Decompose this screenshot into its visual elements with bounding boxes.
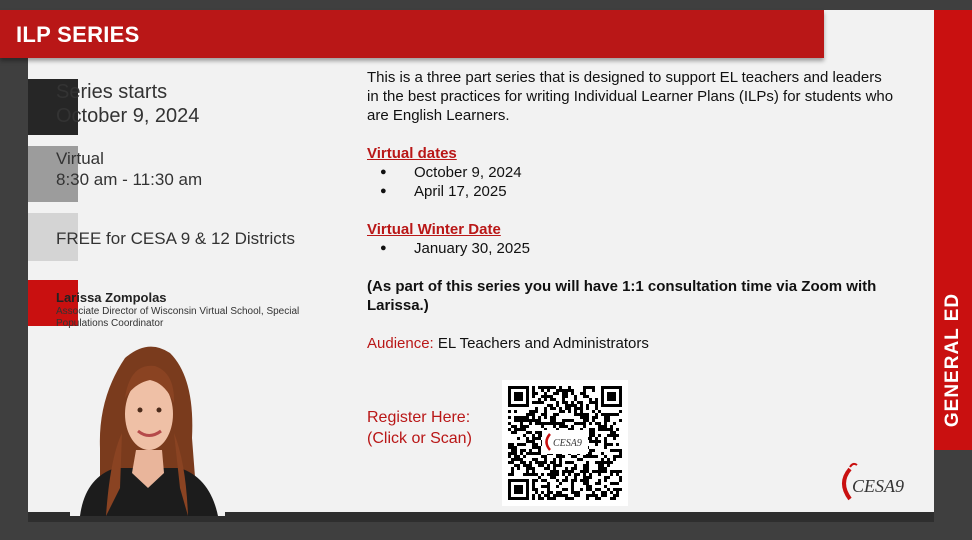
virtual-label: Virtual — [56, 149, 104, 168]
intro-text: This is a three part series that is designed to support EL teachers and leaders in the best practices for writing Individual Learner Plans (ILPs) for students who are English Learners. — [367, 69, 894, 124]
virtual-dates-heading: Virtual dates — [367, 145, 457, 162]
speaker-photo — [70, 338, 225, 516]
audience-line — [367, 334, 897, 353]
registration-qr-code[interactable] — [502, 380, 628, 506]
register-link[interactable] — [367, 407, 472, 449]
page-title: ILP SERIES — [16, 22, 140, 47]
vertical-banner — [934, 10, 972, 450]
audience-value: EL Teachers and Administrators — [437, 335, 649, 352]
virtual-info — [56, 148, 202, 190]
consultation-note: (As part of this series you will have 1:1 consultation time via Zoom with Larissa.) — [367, 278, 877, 314]
series-start-label: Series starts — [56, 81, 168, 103]
vertical-banner-label: GENERAL ED — [942, 292, 963, 428]
cesa9-logo — [836, 461, 920, 509]
virtual-date-item: ● April 17, 2025 — [367, 182, 897, 201]
description-panel — [367, 68, 897, 353]
virtual-date-item: ● October 9, 2024 — [367, 163, 897, 182]
logo-text: CESA9 — [852, 476, 904, 496]
winter-date-item: ● January 30, 2025 — [367, 239, 897, 258]
winter-date-heading: Virtual Winter Date — [367, 221, 501, 238]
series-start-info — [56, 80, 199, 128]
series-start-date: October 9, 2024 — [56, 105, 200, 127]
free-text: FREE for CESA 9 & 12 Districts — [56, 229, 296, 248]
audience-label: Audience: — [367, 335, 434, 352]
register-line-1: Register Here: — [367, 409, 471, 426]
virtual-time: 8:30 am - 11:30 am — [56, 170, 203, 189]
register-line-2: (Click or Scan) — [367, 430, 472, 447]
title-bar — [0, 10, 824, 58]
speaker-name: Larissa Zompolas — [56, 290, 167, 305]
speaker-role: Associate Director of Wisconsin Virtual School, Special Populations Coordinator — [56, 306, 300, 329]
qr-logo-text: CESA9 — [553, 438, 582, 449]
